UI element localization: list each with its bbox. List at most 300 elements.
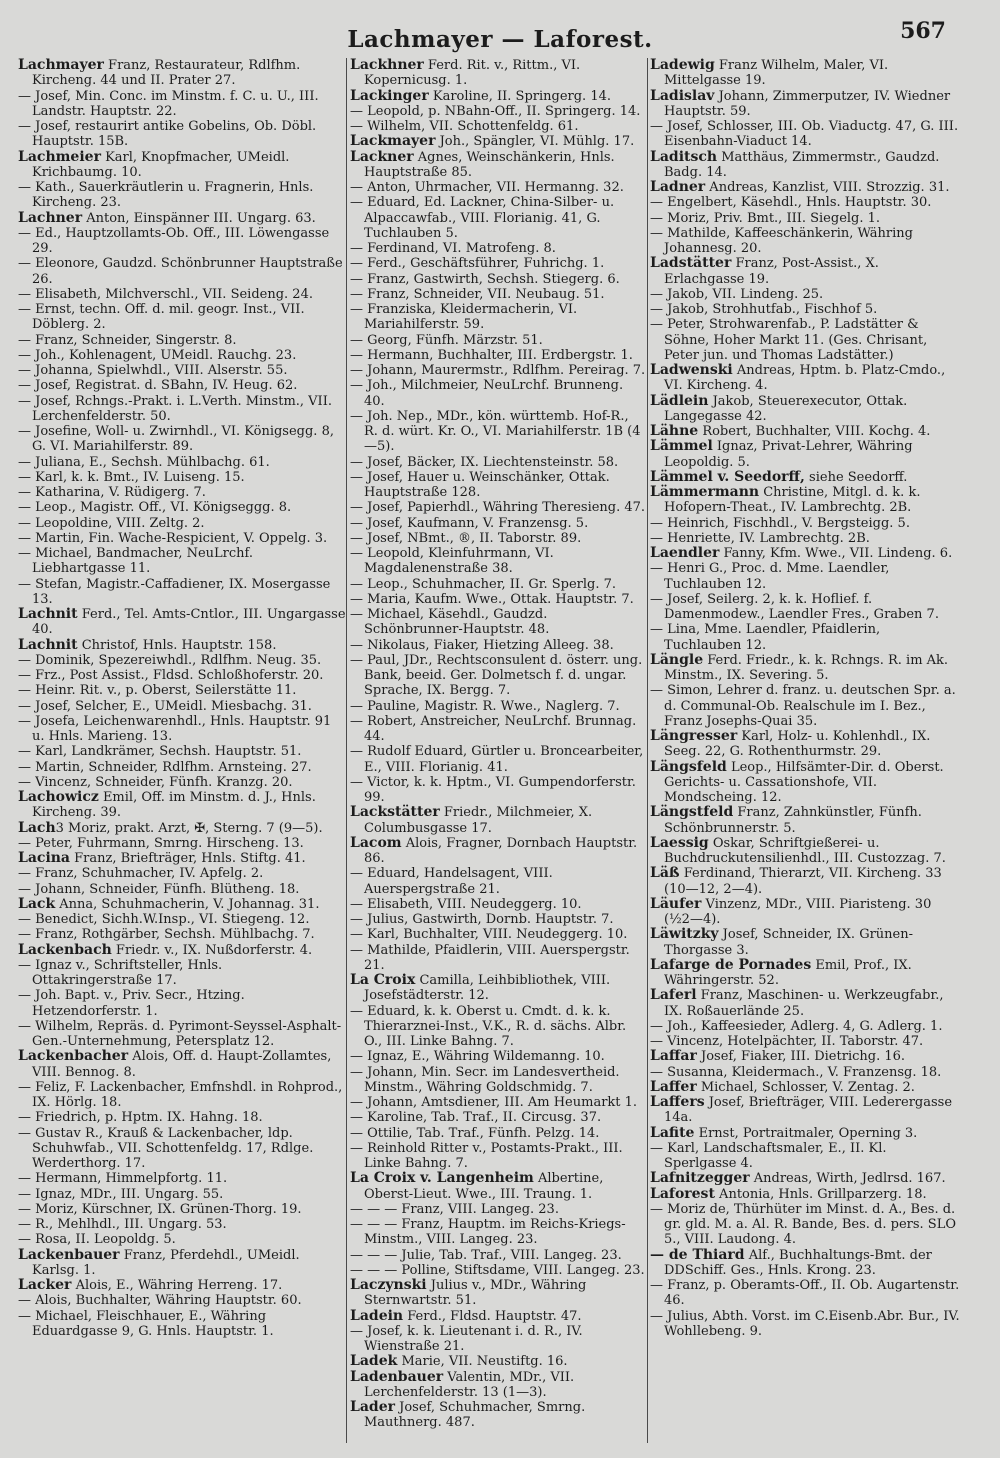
entry-details: — Ernst, techn. Off. d. mil. geogr. Inst., VII. Döblerg. 2. [18,302,305,333]
entry-details: — Franz, Schneider, Singerstr. 8. [18,332,237,348]
directory-entry [650,1202,960,1248]
entry-surname: Lackenbacher [18,1048,129,1065]
directory-entry [350,1065,646,1096]
entry-details: — Dominik, Spezereiwhdl., Rdlfhm. Neug. 35. [18,652,322,668]
entry-details: Vinzenz, MDr., VIII. Piaristeng. 30 (½2—4). [664,896,932,927]
entry-surname: Lackmayer [350,133,436,150]
entry-details: Franz, Restaurateur, Rdlfhm. Kircheng. 44 und II. Prater 27. [32,58,301,89]
entry-details: — Susanna, Kleidermach., V. Franzensg. 18. [650,1064,942,1080]
entry-details: — Karl, Landschaftsmaler, E., II. Kl. Sperlgasse 4. [650,1140,887,1171]
directory-entry [350,1110,646,1125]
entry-details: — Mathilde, Kaffeeschänkerin, Währing Johannesg. 20. [650,225,913,256]
directory-entry [18,1019,346,1050]
entry-surname: Ladner [650,179,706,195]
entry-details: — Robert, Anstreicher, NeuLrchf. Brunnag. 44. [350,713,637,744]
directory-entry [350,378,646,409]
directory-entry [350,516,646,531]
directory-entry [650,256,960,287]
entry-details: Alois, Fragner, Dornbach Hauptstr. 86. [364,835,638,866]
entry-details: — Martin, Fin. Wache-Respicient, V. Oppelg. 3. [18,530,328,546]
entry-details: — Eduard, Ed. Lackner, China-Silber- u. Alpaccawfab., VIII. Florianig. 41, G. Tuchlauben 5. [350,195,615,241]
directory-entry [18,958,346,989]
entry-details: Antonia, Hnls. Grillparzerg. 18. [714,1186,927,1202]
directory-entry [350,150,646,181]
entry-details: — Karl, Landkrämer, Sechsh. Hauptstr. 51. [18,744,302,760]
entry-details: Robert, Buchhalter, VIII. Kochg. 4. [698,424,931,439]
entry-details: — Friedrich, p. Hptm. IX. Hahng. 18. [18,1110,263,1126]
entry-details: Franz, Zahnkünstler, Fünfh. Schönbrunnerstr. 5. [664,805,922,836]
entry-surname: Lachner [18,209,83,226]
entry-details: — Maria, Kaufm. Wwe., Ottak. Hauptstr. 7. [350,591,634,607]
entry-details: Ferd. Friedr., k. k. Rchngs. R. im Ak. Minstm., IX. Severing. 5. [664,652,949,683]
entry-details: — Benedict, Sichh.W.Insp., VI. Stiegeng. 12. [18,912,310,927]
entry-details: — Elisabeth, VIII. Neudeggerg. 10. [350,896,582,912]
directory-entry [350,119,646,134]
entry-details: — Reinhold Ritter v., Postamts-Prakt., III. Linke Bahng. 7. [350,1140,623,1171]
entry-details: Michael, Schlosser, V. Zentag. 2. [696,1079,915,1095]
entry-details: — Johann, Min. Secr. im Landesvertheid. Minstm., Währing Goldschmidg. 7. [350,1064,620,1095]
column-2 [350,58,646,1438]
entry-details: — Joh. Bapt. v., Priv. Secr., Htzing. Hetzendorferstr. 1. [18,988,245,1019]
entry-details: — Elisabeth, Milchverschl., VII. Seideng. 24. [18,286,313,302]
directory-entry [650,592,960,623]
entry-details: Ferdinand, Thierarzt, VII. Kircheng. 33 (10—12, 2—4). [664,866,942,897]
directory-entry [18,211,346,226]
page-number: 567 [900,18,946,44]
directory-entry [350,409,646,455]
entry-surname: Lachmeier [18,148,101,165]
entry-surname: Lack [18,895,56,912]
directory-entry [350,455,646,470]
entry-details: — Heinrich, Fischhdl., V. Bergsteigg. 5. [650,515,910,531]
entry-details: Ferd., Fldsd. Hauptstr. 47. [403,1308,582,1324]
entry-details: — Josef, NBmt., ®, II. Taborstr. 89. [350,530,582,546]
directory-entry [350,1095,646,1110]
directory-entry [18,470,346,485]
entry-details: — Heinr. Rit. v., p. Oberst, Seilerstätte 11. [18,683,297,699]
entry-details: — Karl, Buchhalter, VIII. Neudeggerg. 10. [350,927,628,943]
directory-entry [350,1370,646,1401]
directory-entry [18,150,346,181]
directory-entry [18,180,346,211]
entry-details: — Mathilde, Pfaidlerin, VIII. Auerspergstr. 21. [350,942,630,973]
entry-details: Christof, Hnls. Hauptstr. 158. [77,637,277,653]
directory-entry [650,897,960,928]
directory-entry [18,714,346,745]
entry-surname: Lackhner [350,58,424,73]
directory-entry [350,1278,646,1309]
entry-details: — Josef, Kaufmann, V. Franzensg. 5. [350,515,589,531]
directory-entry [650,287,960,302]
directory-entry [350,638,646,653]
entry-details: — Moriz, Kürschner, IX. Grünen-Thorg. 19. [18,1201,302,1217]
entry-surname: Längstfeld [650,804,734,821]
entry-details: — Josef, Seilerg. 2, k. k. Hoflief. f. Damenmodew., Laendler Fres., Graben 7. [650,591,939,622]
entry-details: — — — Franz, VIII. Langeg. 23. [350,1201,559,1217]
entry-surname: Ladewig [650,58,715,73]
entry-details: — Peter, Fuhrmann, Smrng. Hirscheng. 13. [18,835,304,851]
entry-details: Ernst, Portraitmaler, Operning 3. [694,1125,918,1141]
entry-details: — Franziska, Kleidermacherin, VI. Mariahilferstr. 59. [350,302,578,333]
directory-entry [350,180,646,195]
entry-details: — — — Julie, Tab. Traf., VIII. Langeg. 23. [350,1247,622,1263]
directory-entry [350,973,646,1004]
entry-details: — Michael, Fleischhauer, E., Währing Eduardgasse 9, G. Hnls. Hauptstr. 1. [18,1308,274,1339]
entry-details: — Victor, k. k. Hptm., VI. Gumpendorferstr. 99. [350,774,636,805]
entry-details: Valentin, MDr., VII. Lerchenfelderstr. 13 (1—3). [364,1369,575,1400]
entry-details: — Ottilie, Tab. Traf., Fünfh. Pelzg. 14. [350,1125,600,1141]
directory-entry [18,744,346,759]
directory-entry [18,546,346,577]
directory-entry [350,241,646,256]
directory-entry [350,470,646,501]
entry-details: — Kath., Sauerkräutlerin u. Fragnerin, Hnls. Kircheng. 23. [18,180,314,211]
directory-entry [350,531,646,546]
directory-entry [350,1126,646,1141]
directory-entry [18,1187,346,1202]
directory-entry [650,363,960,394]
directory-entry [350,1354,646,1369]
entry-details: — Josef, Registrat. d. SBahn, IV. Heug. 62. [18,378,298,394]
entry-surname: Längsfeld [650,758,727,775]
directory-entry [18,668,346,683]
entry-details: Franz, Maschinen- u. Werkzeugfabr., IX. Roßauerlände 25. [664,988,944,1019]
entry-details: — Wilhelm, VII. Schottenfeldg. 61. [350,119,579,134]
directory-entry [350,1400,646,1431]
directory-entry [18,119,346,150]
directory-entry [18,394,346,425]
entry-details: — Ed., Hauptzollamts-Ob. Off., III. Löwengasse 29. [18,225,330,256]
directory-entry [18,1232,346,1247]
entry-details: Alois, E., Währing Herreng. 17. [71,1278,283,1293]
directory-entry [650,1141,960,1172]
directory-entry [650,561,960,592]
directory-entry [18,760,346,775]
entry-details: 3 Moriz, prakt. Arzt, ✠, Sterng. 7 (9—5). [55,820,323,836]
directory-entry [350,363,646,378]
entry-surname: Lämmel v. Seedorff, [650,468,805,485]
directory-entry [18,1126,346,1172]
directory-entry [650,836,960,867]
entry-surname: Laffar [650,1048,697,1065]
directory-entry [350,1202,646,1217]
directory-entry [18,699,346,714]
directory-entry [350,805,646,836]
entry-details: Ignaz, Privat-Lehrer, Währing Leopoldig. 5. [664,439,913,470]
entry-surname: Ladek [350,1353,398,1370]
directory-entry [650,58,960,89]
directory-entry [650,1171,960,1186]
entry-details: — Henriette, IV. Lambrechtg. 2B. [650,530,870,546]
entry-details: — Josef, Rchngs.-Prakt. i. L.Verth. Minstm., VII. Lerchenfelderstr. 50. [18,393,332,424]
entry-details: — Moriz, Priv. Bmt., III. Siegelg. 1. [650,210,881,226]
directory-entry [350,1324,646,1355]
directory-entry [18,333,346,348]
directory-entry [18,897,346,912]
entry-surname: Ladein [350,1307,404,1324]
directory-entry [18,607,346,638]
entry-details: — Hermann, Buchhalter, III. Erdbergstr. 1. [350,347,633,363]
directory-entry [650,1034,960,1049]
entry-surname: Lämmel [650,438,713,455]
entry-details: — Franz, Schneider, VII. Neubaug. 51. [350,286,605,302]
directory-entry [18,531,346,546]
directory-entry [18,1202,346,1217]
entry-details: — Johann, Schneider, Fünfh. Blütheng. 18. [18,881,300,897]
entry-details: Josef, Fiaker, III. Dietrichg. 16. [696,1049,906,1065]
directory-entry [650,211,960,226]
entry-surname: Lackinger [350,87,429,104]
entry-details: Franz, Briefträger, Hnls. Stiftg. 41. [70,851,306,866]
directory-entry [350,927,646,942]
entry-details: — Feliz, F. Lackenbacher, Emfnshdl. in Rohprod., IX. Hörlg. 18. [18,1079,343,1110]
directory-entry [350,714,646,745]
entry-details: Camilla, Leihbibliothek, VIII. Josefstädterstr. 12. [364,973,611,1004]
entry-details: — Ferdinand, VI. Matrofeng. 8. [350,241,556,256]
directory-entry [650,424,960,439]
entry-surname: Laessig [650,834,709,851]
entry-surname: Lackstätter [350,804,440,821]
entry-surname: Laffer [650,1078,697,1095]
running-head: Lachmayer — Laforest. [347,26,653,53]
entry-details: — Josef, Selcher, E., UMeidl. Miesbachg. 31. [18,698,312,714]
directory-entry [18,58,346,89]
directory-entry [350,134,646,149]
entry-details: Christine, Mitgl. d. k. k. Hofopern-Theat., IV. Lambrechtg. 2B. [664,485,921,516]
directory-entry [650,866,960,897]
directory-entry [18,1110,346,1125]
directory-entry [650,653,960,684]
entry-surname: Ladislav [650,87,715,104]
directory-entry [650,760,960,806]
entry-surname: — de Thiard [650,1246,745,1263]
entry-surname: Lafarge de Pornades [650,956,812,973]
directory-entry [350,104,646,119]
entry-details: — — — Franz, Hauptm. im Reichs-Kriegs-Minstm., VIII. Langeg. 23. [350,1217,626,1248]
entry-details: — Vincenz, Hotelpächter, II. Taborstr. 47. [650,1034,924,1049]
directory-entry [350,89,646,104]
entry-details: — Frz., Post Assist., Fldsd. Schloßhoferstr. 20. [18,668,324,683]
entry-details: Andreas, Wirth, Jedlrsd. 167. [749,1171,946,1187]
entry-details: — R., Mehlhdl., III. Ungarg. 53. [18,1217,227,1232]
entry-details: — Stefan, Magistr.-Caffadiener, IX. Mosergasse 13. [18,576,331,607]
directory-entry [18,790,346,821]
entry-surname: Laffers [650,1094,705,1110]
entry-details: — Eduard, Handelsagent, VIII. Auerspergstraße 21. [350,866,553,897]
entry-details: Leop., Hilfsämter-Dir. d. Oberst. Gerichts- u. Cassationshofe, VII. Mondscheing. 12. [664,759,944,805]
entry-details: — Michael, Käsehdl., Gaudzd. Schönbrunner-Hauptstr. 48. [350,607,550,638]
directory-entry [650,729,960,760]
entry-surname: Lafnitzegger [650,1170,750,1187]
directory-entry [18,851,346,866]
entry-surname: Ladwenski [650,362,733,378]
entry-details: Karl, Knopfmacher, UMeidl. Krichbaumg. 10. [32,149,290,180]
directory-entry [350,348,646,363]
entry-details: — Franz, Gastwirth, Sechsh. Stiegerg. 6. [350,271,620,287]
directory-entry [350,699,646,714]
page-header [0,18,1000,58]
directory-entry [18,256,346,287]
entry-details: — Martin, Schneider, Rdlfhm. Arnsteing. 27. [18,759,312,775]
entry-surname: Läufer [650,895,702,912]
directory-entry [350,592,646,607]
entry-details: Friedr. v., IX. Nußdorferstr. 4. [111,942,313,958]
directory-entry [650,622,960,653]
entry-details: — Leop., Schuhmacher, II. Gr. Sperlg. 7. [350,576,617,592]
entry-details: — Paul, JDr., Rechtsconsulent d. österr. ung. Bank, beeid. Ger. Dolmetsch f. d. ungar. Sprache, IX. Bergg. 7. [350,652,643,699]
entry-details: — — — Polline, Stiftsdame, VIII. Langeg. 23. [350,1262,645,1278]
directory-entry [650,195,960,210]
entry-details: — Rudolf Eduard, Gürtler u. Broncearbeiter, E., VIII. Florianig. 41. [350,744,644,775]
directory-entry [18,653,346,668]
entry-details: — Joh., Kohlenagent, UMeidl. Rauchg. 23. [18,347,297,363]
directory-entry [650,958,960,989]
entry-details: — Joh. Nep., MDr., kön. württemb. Hof-R., R. d. würt. Kr. O., VI. Mariahilferstr. 1B (4—5). [350,408,641,455]
directory-entry [18,683,346,698]
directory-entry [350,943,646,974]
entry-details: Franz Wilhelm, Maler, VI. Mittelgasse 19. [664,58,889,89]
entry-details: Fanny, Kfm. Wwe., VII. Lindeng. 6. [719,546,953,561]
entry-details: — Johann, Maurermstr., Rdlfhm. Pereirag. 7. [350,363,646,378]
directory-entry [18,1049,346,1080]
entry-surname: Lacker [18,1277,72,1293]
entry-details: Alf., Buchhaltungs-Bmt. der DDSchiff. Ges., Hnls. Krong. 23. [664,1247,932,1278]
directory-entry [650,439,960,470]
entry-details: — Franz, p. Oberamts-Off., II. Ob. Augartenstr. 46. [650,1278,960,1309]
column-1 [18,58,346,1438]
directory-entry [350,607,646,638]
directory-entry [18,455,346,470]
directory-entry [650,119,960,150]
directory-entry [18,638,346,653]
entry-surname: Längle [650,651,704,668]
entry-surname: Lader [350,1399,395,1415]
directory-entry [650,1248,960,1279]
entry-details: Franz, Post-Assist., X. Erlachgasse 19. [664,256,879,287]
directory-entry [18,866,346,881]
entry-details: — Josef, Min. Conc. im Minstm. f. C. u. U., III. Landstr. Hauptstr. 22. [18,88,319,119]
directory-entry [650,1095,960,1126]
entry-surname: Lachnit [18,606,78,622]
directory-entry [350,1309,646,1324]
entry-details: Joh., Spängler, VI. Mühlg. 17. [435,134,635,150]
directory-entry [350,256,646,271]
entry-details: — Julius, Abth. Vorst. im C.Eisenb.Abr. Bur., IV. Wohllebeng. 9. [650,1308,960,1339]
entry-surname: Lacina [18,850,71,866]
entry-details: — Gustav R., Krauß & Lackenbacher, ldp. Schuhwfab., VII. Schottenfeldg. 17, Rdlge. Werderthorg. 17. [18,1125,314,1171]
entry-details: Anton, Einspänner III. Ungarg. 63. [82,210,316,226]
directory-entry [350,1171,646,1202]
directory-entry [350,1004,646,1050]
entry-details: Agnes, Weinschänkerin, Hnls. Hauptstraße 85. [364,149,615,180]
directory-entry [350,500,646,515]
entry-surname: La Croix [350,972,416,988]
entry-surname: Laforest [650,1185,715,1202]
entry-details: Albertine, Oberst-Lieut. Wwe., III. Traung. 1. [364,1171,604,1202]
directory-entry [18,89,346,120]
entry-details: — Franz, Rothgärber, Sechsh. Mühlbachg. 7. [18,927,315,943]
entry-details: — Nikolaus, Fiaker, Hietzing Alleeg. 38. [350,637,614,653]
entry-details: — Henri G., Proc. d. Mme. Laendler, Tuchlauben 12. [650,561,890,592]
directory-entry [18,943,346,958]
directory-entry [18,836,346,851]
directory-entry [650,1309,960,1340]
directory-entry [18,1278,346,1293]
entry-details: — Jakob, VII. Lindeng. 25. [650,286,824,302]
directory-entry [650,150,960,181]
directory-entry [18,912,346,927]
entry-details: — Leopoldine, VIII. Zeltg. 2. [18,515,205,531]
entry-surname: Lachmayer [18,58,104,73]
directory-entry [350,912,646,927]
entry-details: — Leop., Magistr. Off., VI. Königseggg. 8. [18,500,292,516]
entry-surname: La Croix v. Langenheim [350,1170,534,1187]
directory-entry [350,302,646,333]
entry-surname: Lachnit [18,636,78,653]
entry-details: — Katharina, V. Rüdigerg. 7. [18,485,206,500]
directory-entry [350,775,646,806]
directory-entry [350,1248,646,1263]
entry-details: — Wilhelm, Repräs. d. Pyrimont-Seyssel-Asphalt-Gen.-Unternehmung, Petersplatz 12. [18,1018,342,1049]
directory-entry [650,317,960,363]
entry-details: — Josef, Hauer u. Weinschänker, Ottak. Hauptstraße 128. [350,469,610,500]
entry-details: Karoline, II. Springerg. 14. [428,88,611,104]
entry-details: — Jakob, Strohhutfab., Fischhof 5. [650,302,878,317]
entry-details: — Josef, k. k. Lieutenant i. d. R., IV. Wienstraße 21. [350,1323,583,1354]
entry-details: Anna, Schuhmacherin, V. Johannag. 31. [55,896,320,912]
entry-surname: Laditsch [650,148,718,165]
entry-details: — Lina, Mme. Laendler, Pfaidlerin, Tuchlauben 12. [650,622,881,653]
entry-surname: Lackner [350,148,414,165]
directory-entry [650,1126,960,1141]
entry-details: — Josef, Schlosser, III. Ob. Viaductg. 47, G. III. Eisenbahn-Viaduct 14. [650,119,959,150]
directory-entry [650,394,960,425]
entry-details: Emil, Off. im Minstm. d. J., Hnls. Kircheng. 39. [32,790,316,821]
entry-surname: Lacom [350,834,402,851]
entry-details: — Ignaz, MDr., III. Ungarg. 55. [18,1186,224,1202]
entry-details: Matthäus, Zimmermstr., Gaudzd. Badg. 14. [664,149,940,180]
directory-entry [650,927,960,958]
directory-entry [18,1248,346,1279]
entry-surname: Lafite [650,1124,695,1141]
entry-details: — Leopold, p. NBahn-Off., II. Springerg. 14. [350,103,641,119]
directory-entry [350,195,646,241]
directory-entry [18,775,346,790]
directory-entry [350,866,646,897]
directory-entry [650,1080,960,1095]
entry-surname: Lädlein [650,392,709,409]
entry-surname: Läß [650,865,680,882]
entry-details: — Ignaz, E., Währing Wildemanng. 10. [350,1049,605,1065]
entry-surname: Lämmermann [650,484,760,500]
entry-details: — Julius, Gastwirth, Dornb. Hauptstr. 7. [350,912,614,927]
directory-entry [350,897,646,912]
entry-surname: Ladstätter [650,255,732,272]
directory-entry [350,272,646,287]
entry-details: siehe Seedorff. [804,469,908,485]
directory-entry [350,653,646,699]
directory-entry [350,333,646,348]
directory-entry [18,1293,346,1308]
directory-entry [350,1049,646,1064]
entry-details: — Peter, Strohwarenfab., P. Ladstätter & Söhne, Hoher Markt 11. (Ges. Chrisant, Peter jun. und Thomas Ladstätter.) [650,317,928,363]
entry-details: — Hermann, Himmelpfortg. 11. [18,1171,228,1187]
directory-entry [650,470,960,485]
entry-details: — Vincenz, Schneider, Fünfh. Kranzg. 20. [18,774,293,790]
column-divider [346,58,347,1443]
entry-details: Franz, Pferdehdl., UMeidl. Karlsg. 1. [32,1247,300,1278]
directory-entry [18,1171,346,1186]
